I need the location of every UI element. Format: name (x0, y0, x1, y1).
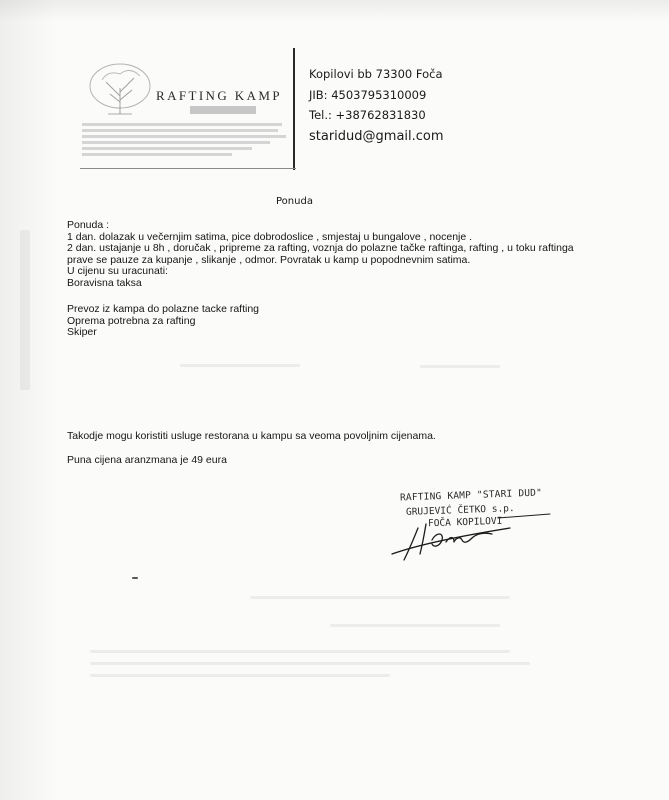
included-item: Prevoz iz kampa do polazne tacke rafting (67, 303, 260, 315)
logo-subtitle-band (190, 106, 256, 114)
document-title: Ponuda (276, 196, 313, 207)
included-label: U cijenu su uracunati: (67, 265, 168, 277)
bleed-through-mark (180, 364, 300, 367)
bleed-through-mark (330, 624, 500, 627)
offer-day1: 1 dan. dolazak u večernjim satima, pice dobrodoslice , smjestaj u bungalove , nocenje . (67, 230, 473, 243)
offer-day2-line1: 2 dan. ustajanje u 8h , doručak , pripreme za rafting, voznja do polazne tačke raftinga, rafting , u toku raftinga (67, 242, 574, 254)
stray-mark (132, 577, 138, 579)
logo-company-name: RAFTING KAMP (156, 88, 282, 103)
included-item: Skiper (67, 326, 97, 338)
stamp-owner-name: GRUJEVIĆ ČETKO s.p. (405, 503, 515, 518)
price-note: Puna cijena aranzmana je 49 eura (67, 454, 227, 466)
bleed-through-mark (420, 365, 500, 368)
contact-email: staridud@gmail.com (309, 128, 444, 144)
offer-day2-line2: prave se pauze za kupanje , slikanje , odmor. Povratak u kamp u popodnevnim satima. (67, 253, 471, 266)
restaurant-note: Takodje mogu koristiti usluge restorana u kampu sa veoma povoljnim cijenama. (67, 430, 436, 442)
included-item: Oprema potrebna za rafting (67, 314, 196, 327)
bleed-through-mark (90, 674, 390, 677)
included-item: Boravisna taksa (67, 276, 142, 289)
header-divider-horizontal (80, 168, 296, 169)
bleed-through-mark (90, 662, 530, 665)
bleed-through-mark (20, 230, 30, 390)
bleed-through-mark (90, 650, 510, 653)
stamp-location: FOČA KOPILOVI (427, 515, 503, 530)
letterhead (0, 48, 669, 170)
contact-phone: Tel.: +38762831830 (309, 108, 426, 122)
contact-address: Kopilovi bb 73300 Foča (309, 67, 443, 81)
offer-body (67, 220, 627, 339)
stamp-company-name: RAFTING KAMP "STARI DUD" (399, 487, 543, 504)
company-logo (82, 56, 292, 166)
logo-faded-text (82, 120, 292, 166)
tree-logo-icon (82, 56, 162, 126)
header-divider-vertical (293, 48, 295, 170)
spacer (67, 289, 627, 304)
contact-jib: JIB: 4503795310009 (309, 87, 427, 102)
handwritten-signature (380, 488, 560, 570)
bleed-through-mark (250, 596, 510, 599)
contact-block (309, 64, 444, 148)
offer-label: Ponuda : (67, 219, 110, 231)
company-stamp (380, 488, 560, 570)
scan-shadow-top (0, 0, 669, 22)
